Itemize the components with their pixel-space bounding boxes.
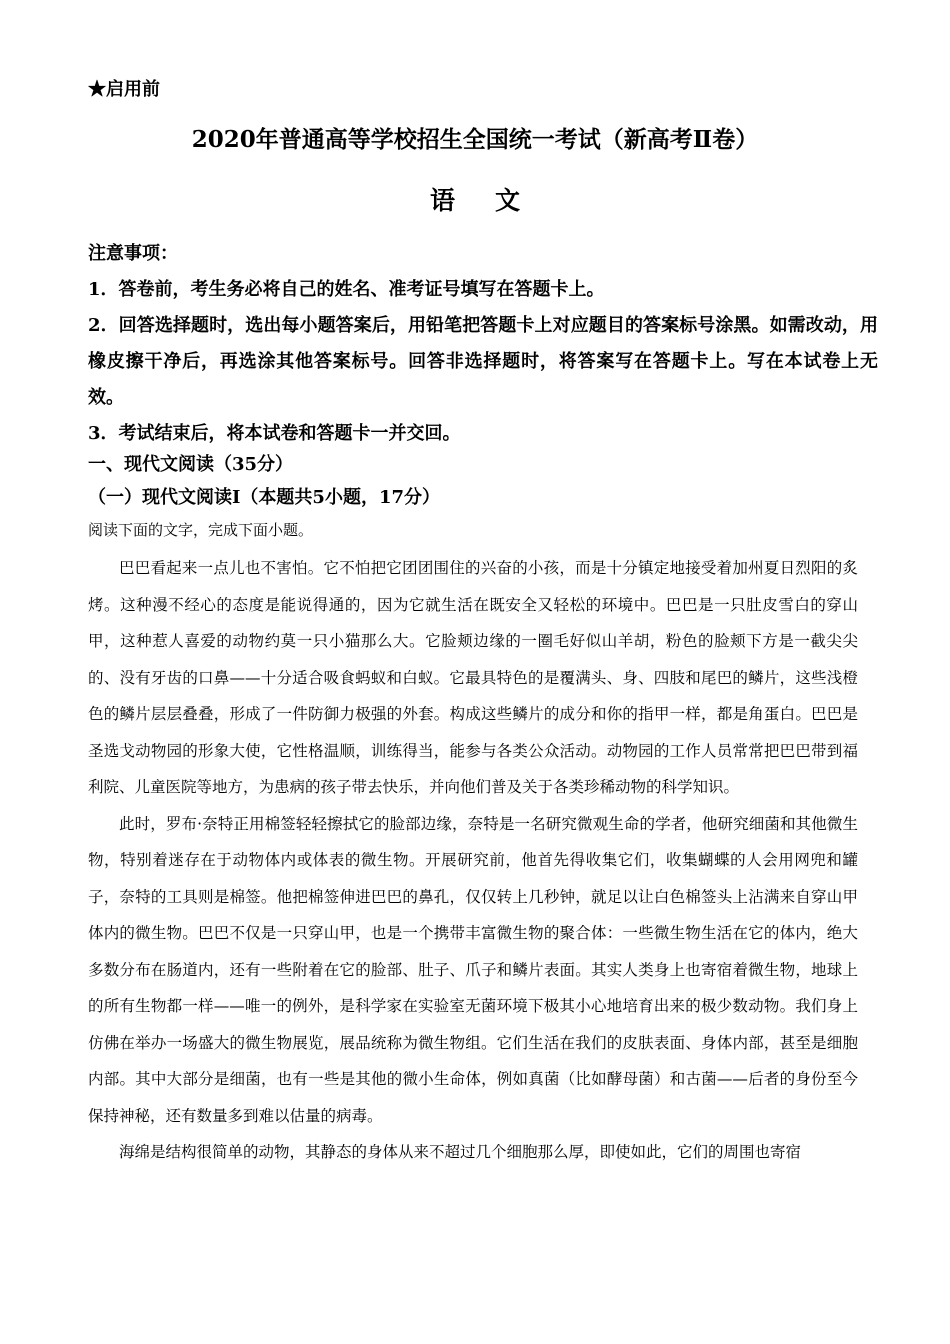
notice-block: [88, 236, 878, 452]
section-heading: 一、现代文阅读（35分）: [88, 454, 294, 475]
passage-paragraph-2: 此时，罗布·奈特正用棉签轻轻擦拭它的脸部边缘，奈特是一名研究微观生命的学者，他研究细菌和其他微生物，特别着迷存在于动物体内或体表的微生物。开展研究前，他首先得收集它们，收集蝴蝶的人会用网兜和罐子，奈特的工具则是棉签。他把棉签伸进巴巴的鼻孔，仅仅转上几秒钟，就足以让白色棉签头上沾满来自穿山甲体内的微生物。巴巴不仅是一只穿山甲，也是一个携带丰富微生物的聚合体：一些微生物生活在它的体内，绝大多数分布在肠道内，还有一些附着在它的脸部、肚子、爪子和鳞片表面。其实人类身上也寄宿着微生物，地球上的所有生物都一样——唯一的例外，是科学家在实验室无菌环境下极其小心地培育出来的极少数动物。我们身上仿佛在举办一场盛大的微生物展览，展品统称为微生物组。它们生活在我们的皮肤表面、身体内部，甚至是细胞内部。其中大部分是细菌，也有一些是其他的微小生命体，例如真菌（比如酵母菌）和古菌——后者的身份至今保持神秘，还有数量多到难以估量的病毒。: [88, 814, 858, 1125]
reading-passage: [88, 550, 858, 1171]
exam-title: 2020年普通高等学校招生全国统一考试（新高考Ⅱ卷）: [191, 126, 759, 153]
subject-title: 语文: [429, 186, 560, 215]
secret-mark: ★启用前: [88, 79, 160, 100]
subsection-heading: （一）现代文阅读Ⅰ（本题共5小题，17分）: [88, 487, 440, 508]
passage-paragraph-3: 海绵是结构很简单的动物，其静态的身体从来不超过几个细胞那么厚，即使如此，它们的周围也寄宿: [119, 1143, 802, 1161]
notice-item-3: 3．考试结束后，将本试卷和答题卡一并交回。: [88, 423, 461, 444]
passage-paragraph-1: 巴巴看起来一点儿也不害怕。它不怕把它团团围住的兴奋的小孩，而是十分镇定地接受着加州夏日烈阳的炙烤。这种漫不经心的态度是能说得通的，因为它就生活在既安全又轻松的环境中。巴巴是一只肚皮雪白的穿山甲，这种惹人喜爱的动物约莫一只小猫那么大。它脸颊边缘的一圈毛好似山羊胡，粉色的脸颊下方是一截尖尖的、没有牙齿的口鼻——十分适合吸食蚂蚁和白蚁。它最具特色的是覆满头、身、四肢和尾巴的鳞片，这些浅橙色的鳞片层层叠叠，形成了一件防御力极强的外套。构成这些鳞片的成分和你的指甲一样，都是角蛋白。巴巴是圣选戈动物园的形象大使，它性格温顺，训练得当，能参与各类公众活动。动物园的工作人员常常把巴巴带到福利院、儿童医院等地方，为患病的孩子带去快乐，并向他们普及关于各类珍稀动物的科学知识。: [88, 559, 858, 796]
notice-title: 注意事项：: [88, 243, 178, 264]
notice-item-2: 2．回答选择题时，选出每小题答案后，用铅笔把答题卡上对应题目的答案标号涂黑。如需改动，用橡皮擦干净后，再选涂其他答案标号。回答非选择题时，将答案写在答题卡上。写在本试卷上无效。: [88, 315, 878, 408]
notice-item-1: 1．答卷前，考生务必将自己的姓名、准考证号填写在答题卡上。: [88, 279, 605, 300]
reading-instruction: 阅读下面的文字，完成下面小题。: [88, 521, 314, 539]
